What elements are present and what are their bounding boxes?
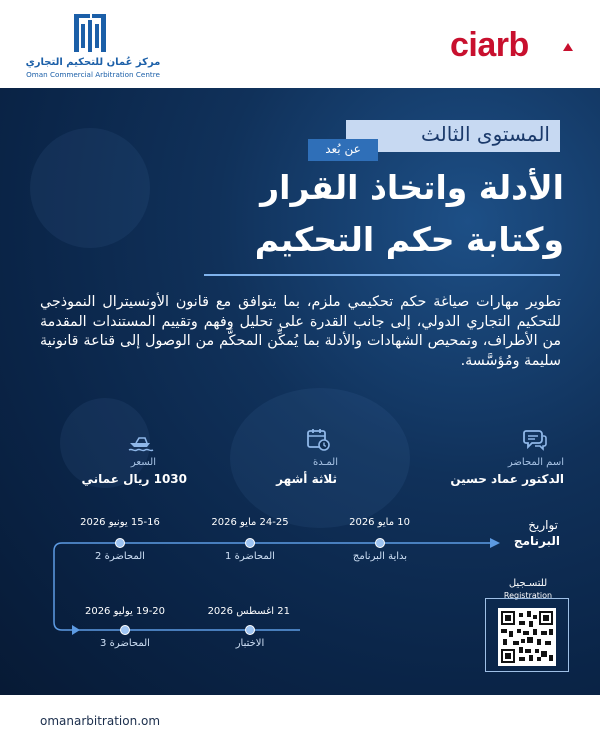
- oca-name-english: Oman Commercial Arbitration Centre: [26, 70, 160, 79]
- timeline-date-lecture-3: 19-20 يوليو 2026: [84, 606, 166, 617]
- timeline-heading-b: البرنامج: [513, 534, 560, 548]
- timeline-dot: [121, 626, 130, 635]
- course-panel: [0, 88, 600, 695]
- duration-label: المـدة: [312, 457, 338, 468]
- footer: [0, 695, 600, 750]
- level-text: المستوى الثالث: [421, 122, 550, 146]
- registration-label-ar: للتسـجيل: [508, 578, 548, 589]
- timeline-heading-a: تواريخ: [528, 518, 558, 532]
- website-link[interactable]: omanarbitration.om: [40, 714, 161, 728]
- timeline-dot: [246, 626, 255, 635]
- lecturer-label: اسم المحاضر: [507, 457, 564, 468]
- timeline-label-lecture-2: المحاضرة 2: [95, 551, 145, 562]
- course-title-line-2: وكتابة حكم التحكيم: [254, 220, 564, 259]
- oca-logo-mark-icon: [70, 10, 110, 56]
- timeline-start-arrow-icon: [490, 538, 500, 548]
- timeline-date-lecture-1: 24-25 مايو 2026: [211, 517, 289, 528]
- price-label: السعر: [130, 457, 156, 468]
- price-value: 1030 ريال عماني: [81, 472, 187, 486]
- registration-qr-code[interactable]: [498, 608, 556, 666]
- registration-label-en: Registration: [503, 591, 553, 600]
- timeline-dot: [246, 539, 255, 548]
- course-title-line-1: الأدلة واتخاذ القرار: [260, 168, 564, 207]
- timeline-dot: [376, 539, 385, 548]
- header-bar: [0, 0, 600, 88]
- timeline-label-start: بداية البرنامج: [352, 551, 408, 562]
- oca-name-arabic: مركز عُمان للتحكيم التجاري: [25, 57, 161, 68]
- timeline-label-exam: الاختبار: [235, 638, 265, 649]
- timeline-date-exam: 21 اغسطس 2026: [207, 606, 290, 617]
- timeline-dot: [116, 539, 125, 548]
- lecturer-value: الدكتور عماد حسين: [450, 472, 564, 486]
- timeline-date-lecture-2: 15-16 يونيو 2026: [80, 517, 160, 528]
- timeline-label-lecture-3: المحاضرة 3: [100, 638, 150, 649]
- course-description: تطوير مهارات صياغة حكم تحكيمي ملزم، بما يتوافق مع قانون الأونسيترال النموذجي للتحكيم التجاري الدولي، إلى جانب القدرة على تحليل وفهم وتقييم المستندات المقدمة من الأطراف، وتمحيص الشهادات والأدلة بما يُمكِّن المحكَّم من الوصول إلى قناعة قانونية سليمة ومُؤسَّسة.: [40, 294, 561, 369]
- ciarb-logo[interactable]: ciarb: [450, 26, 529, 64]
- ciarb-logo-triangle-icon: [563, 43, 573, 51]
- timeline-date-start: 10 مايو 2026: [349, 517, 410, 528]
- qr-code-icon: [501, 611, 553, 663]
- timeline-arrow-icon: [72, 625, 80, 635]
- timeline-label-lecture-1: المحاضرة 1: [225, 551, 275, 562]
- oca-logo[interactable]: [18, 10, 188, 82]
- mode-text: عن بُعد: [325, 142, 361, 156]
- duration-value: ثلاثة أشهر: [276, 472, 337, 486]
